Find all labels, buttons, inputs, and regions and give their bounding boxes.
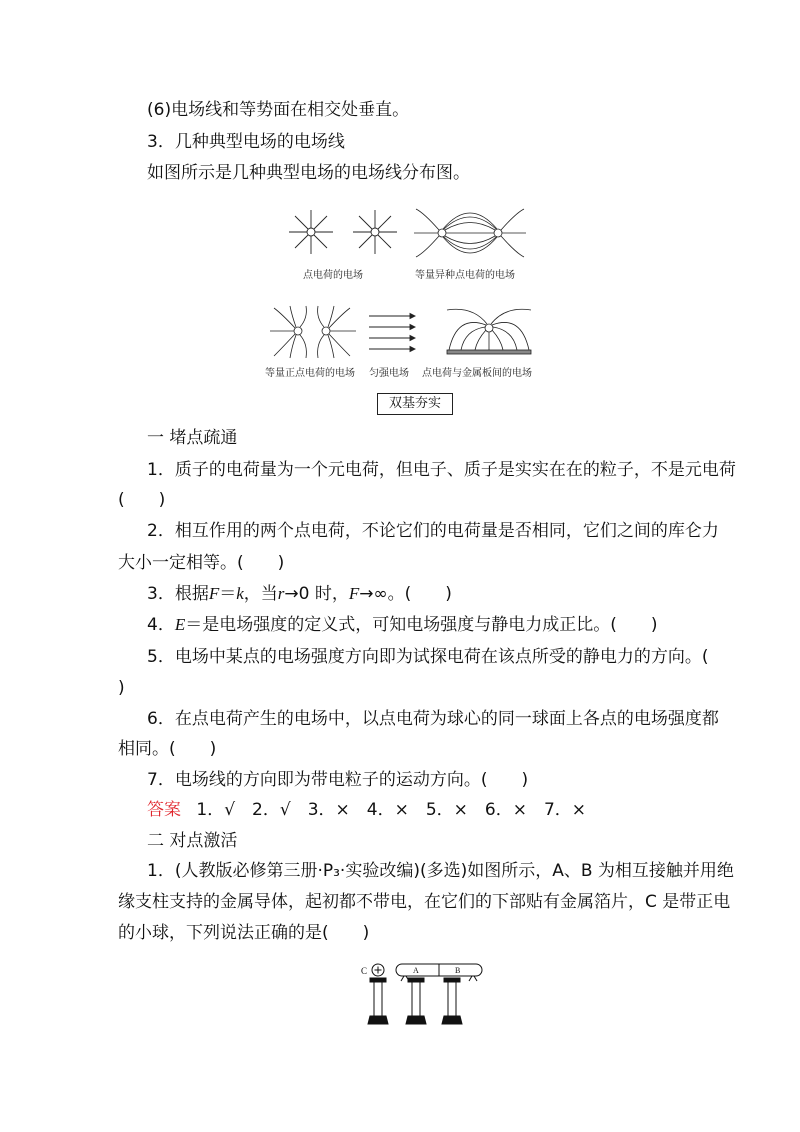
caption-uniform: 匀强电场 [369, 368, 409, 379]
answer-text: 1．√ 2．√ 3．× 4．× 5．× 6．× 7．× [196, 800, 587, 820]
question-3: 3．根据F＝k，当r→0 时，F→∞。( ) [147, 584, 452, 604]
section-box-title: 双基夯实 [377, 393, 453, 415]
caption-charge-plate: 点电荷与金属板间的电场 [422, 368, 532, 379]
question-5-line1: 5．电场中某点的电场强度方向即为试探电荷在该点所受的静电力的方向。( [147, 647, 709, 667]
part2-question-1-line1: 1．(人教版必修第三册·P₃·实验改编)(多选)如图所示，A、B 为相互接触并用绝 [147, 861, 734, 881]
question-1-line2: ( ) [118, 490, 166, 510]
like-charges-field-figure [268, 304, 358, 360]
question-6-line2: 相同。( ) [118, 739, 217, 759]
caption-like-charges: 等量正点电荷的电场 [265, 368, 355, 379]
part1-title: 一 堵点疏通 [147, 428, 238, 448]
caption-point-charge: 点电荷的电场 [303, 270, 363, 281]
question-2-line1: 2．相互作用的两个点电荷，不论它们的电荷量是否相同，它们之间的库仑力 [147, 521, 719, 541]
opposite-charges-field-figure [410, 203, 530, 265]
label-a: A [413, 966, 419, 975]
answer-line [147, 799, 586, 821]
question-2-line2: 大小一定相等。( ) [118, 553, 285, 573]
item-6-text: (6)电场线和等势面在相交处垂直。 [147, 100, 410, 120]
point-charge-field-figure [285, 204, 405, 262]
question-5-line2: ) [118, 678, 125, 698]
answer-label: 答案 [147, 800, 181, 820]
heading-typical-fields: 3．几种典型电场的电场线 [147, 132, 345, 152]
part2-title: 二 对点激活 [147, 831, 238, 851]
label-b: B [455, 966, 461, 975]
conductor-apparatus-figure [360, 958, 490, 1028]
caption-opposite-charges: 等量异种点电荷的电场 [415, 270, 515, 281]
figure-intro-text: 如图所示是几种典型电场的电场线分布图。 [147, 163, 470, 183]
part2-question-1-line3: 的小球，下列说法正确的是( ) [118, 923, 370, 943]
question-6-line1: 6．在点电荷产生的电场中，以点电荷为球心的同一球面上各点的电场强度都 [147, 709, 719, 729]
question-4: 4．E＝是电场强度的定义式，可知电场强度与静电力成正比。( ) [147, 615, 658, 635]
label-c: C [361, 966, 368, 976]
charge-plate-field-figure [443, 304, 535, 358]
part2-question-1-line2: 缘支柱支持的金属导体，起初都不带电，在它们的下部贴有金属箔片，C 是带正电 [118, 892, 731, 912]
uniform-field-figure [367, 312, 419, 356]
question-7: 7．电场线的方向即为带电粒子的运动方向。( ) [147, 770, 529, 790]
question-1-line1: 1．质子的电荷量为一个元电荷，但电子、质子是实实在在的粒子，不是元电荷 [147, 460, 736, 480]
